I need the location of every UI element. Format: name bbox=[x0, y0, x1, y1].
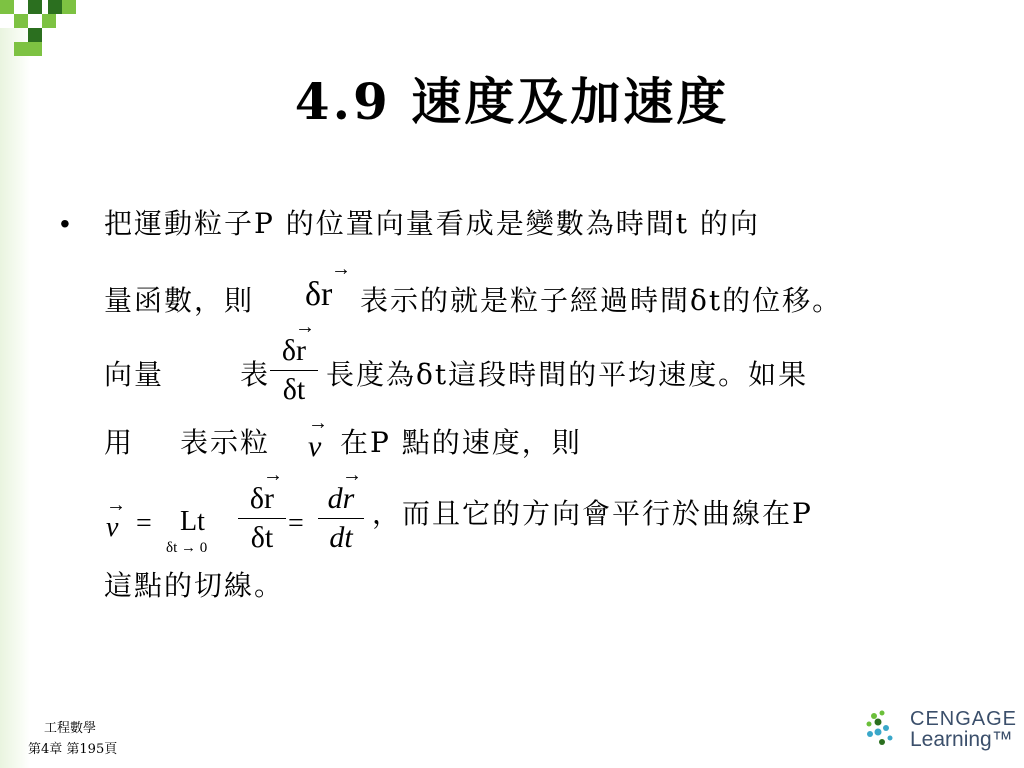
text-line-3b: 表 bbox=[240, 358, 271, 391]
text-line-4b: 表示粒 bbox=[180, 426, 271, 459]
text-line-2b: 表示的就是粒子經過時間δt的位移。 bbox=[360, 284, 843, 317]
delta-r-vector bbox=[305, 258, 351, 314]
slide-footer bbox=[28, 718, 117, 760]
formula-frac-delta bbox=[238, 464, 286, 555]
vector-arrow: → bbox=[308, 412, 328, 434]
v-symbol: v bbox=[106, 512, 119, 543]
frac-denominator: δt bbox=[282, 373, 306, 406]
text-line-2a: 量函數，則 bbox=[104, 284, 255, 317]
learning-wordmark: Learning™ bbox=[910, 728, 1013, 751]
frac-numerator: dr bbox=[327, 482, 355, 515]
delta-r-symbol: δr bbox=[305, 276, 333, 313]
footer-page-number: 第4章 第195頁 bbox=[28, 742, 118, 757]
cengage-wordmark: CENGAGE bbox=[910, 708, 1018, 730]
vector-arrow: → bbox=[106, 494, 126, 516]
vector-arrow: → bbox=[331, 258, 351, 280]
frac-numerator: δr bbox=[249, 482, 275, 515]
text-line-3c: 長度為δt這段時間的平均速度。如果 bbox=[326, 358, 809, 391]
v-symbol: v bbox=[308, 430, 322, 463]
frac-numerator: δr bbox=[281, 334, 307, 367]
cengage-logo bbox=[864, 708, 1018, 756]
avg-velocity-fraction bbox=[270, 316, 318, 407]
footer-course: 工程數學 bbox=[44, 721, 97, 736]
v-vector bbox=[308, 412, 328, 464]
formula-v bbox=[106, 494, 126, 544]
formula-frac-derivative bbox=[318, 464, 364, 555]
slide-title: 4.9 速度及加速度 bbox=[294, 72, 730, 131]
frac-denominator: dt bbox=[329, 521, 353, 554]
frac-bar bbox=[238, 518, 286, 519]
formula-lt: Lt bbox=[180, 506, 205, 537]
vector-arrow: → bbox=[342, 464, 362, 486]
text-line-6: 這點的切線。 bbox=[104, 569, 285, 602]
text-line-4a: 用 bbox=[104, 426, 135, 459]
vector-arrow: → bbox=[263, 464, 283, 486]
formula-eq-1: = bbox=[136, 508, 152, 539]
text-line-4c: 在P 點的速度，則 bbox=[340, 426, 582, 459]
frac-bar bbox=[270, 370, 318, 371]
bullet-marker: • bbox=[60, 208, 70, 239]
text-line-3a: 向量 bbox=[104, 358, 165, 391]
vector-arrow: → bbox=[295, 316, 315, 338]
frac-denominator: δt bbox=[250, 521, 274, 554]
text-line-5: ，而且它的方向會平行於曲線在P bbox=[372, 497, 813, 530]
text-line-1: 把運動粒子P 的位置向量看成是變數為時間t 的向 bbox=[104, 207, 760, 240]
cengage-dots-icon bbox=[864, 708, 904, 752]
formula-lt-subscript: δt → 0 bbox=[166, 540, 208, 556]
frac-bar bbox=[318, 518, 364, 519]
formula-eq-2: = bbox=[288, 508, 304, 539]
